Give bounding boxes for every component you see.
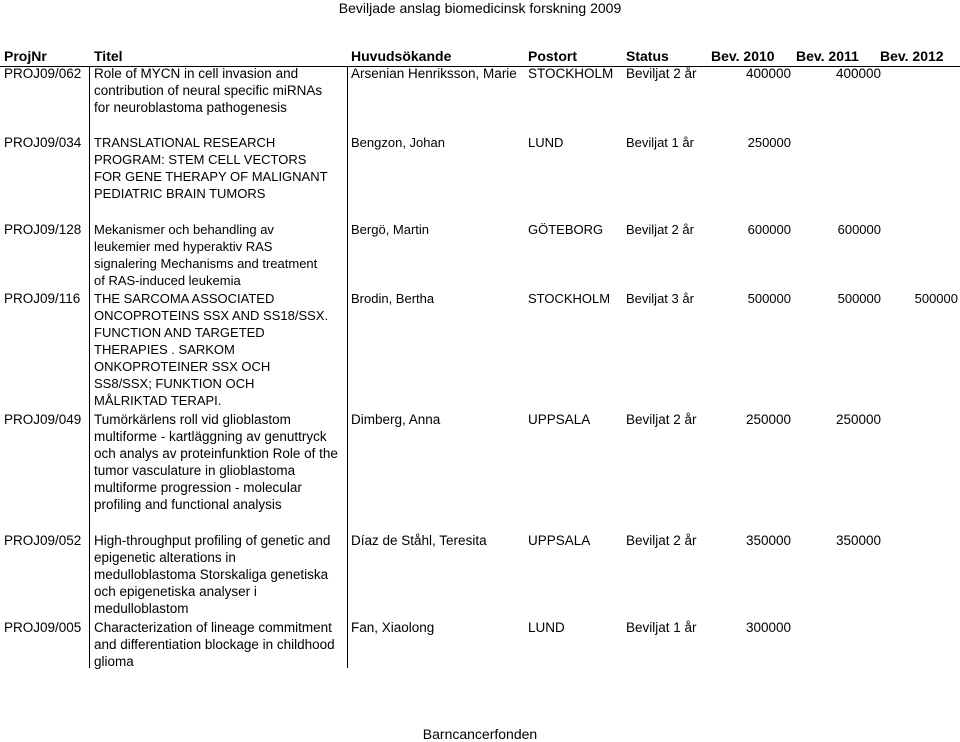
title-line: FOR GENE THERAPY OF MALIGNANT xyxy=(94,169,328,184)
column-divider xyxy=(89,67,90,668)
city-cell: GÖTEBORG xyxy=(528,222,604,237)
title-line: signalering Mechanisms and treatment xyxy=(94,256,318,271)
bev2010-cell: 500000 xyxy=(747,291,791,306)
title-line: and differentiation blockage in childhood xyxy=(94,637,335,652)
title-cell xyxy=(94,411,346,513)
projnr-cell: PROJ09/128 xyxy=(4,222,82,237)
applicant-cell: Bergö, Martin xyxy=(351,222,430,237)
city-cell: UPPSALA xyxy=(528,412,591,427)
status-cell: Beviljat 3 år xyxy=(626,291,694,306)
title-line: TRANSLATIONAL RESEARCH xyxy=(94,135,276,150)
projnr-cell: PROJ09/049 xyxy=(4,412,82,427)
title-line: medulloblastom xyxy=(94,601,189,616)
title-line: THERAPIES . SARKOM xyxy=(94,342,235,357)
bev2011-cell: 400000 xyxy=(835,66,881,81)
title-cell xyxy=(94,221,346,289)
status-cell: Beviljat 2 år xyxy=(626,533,697,548)
table-header xyxy=(0,46,960,67)
col-header-status: Status xyxy=(626,48,669,64)
city-cell: STOCKHOLM xyxy=(528,66,614,81)
projnr-cell: PROJ09/062 xyxy=(4,66,82,81)
title-line: THE SARCOMA ASSOCIATED xyxy=(94,291,275,306)
bev2010-cell: 300000 xyxy=(745,620,791,635)
applicant-cell: Brodin, Bertha xyxy=(351,291,435,306)
col-header-bev2012: Bev. 2012 xyxy=(880,48,944,64)
page-header: Beviljade anslag biomedicinsk forskning 2009 xyxy=(338,0,622,16)
title-line: of RAS-induced leukemia xyxy=(94,273,241,288)
title-line: PROGRAM: STEM CELL VECTORS xyxy=(94,152,307,167)
title-line: FUNCTION AND TARGETED xyxy=(94,325,265,340)
title-line: ONCOPROTEINS SSX AND SS18/SSX. xyxy=(94,308,329,323)
bev2011-cell: 600000 xyxy=(837,222,881,237)
title-line: leukemier med hyperaktiv RAS xyxy=(94,239,273,254)
applicant-cell: Dimberg, Anna xyxy=(351,412,441,427)
col-header-postort: Postort xyxy=(528,48,577,64)
page-footer: Barncancerfonden xyxy=(422,726,538,742)
bev2010-cell: 350000 xyxy=(745,533,791,548)
projnr-cell: PROJ09/052 xyxy=(4,533,82,548)
projnr-cell: PROJ09/005 xyxy=(4,620,82,635)
bev2010-cell: 250000 xyxy=(747,135,791,150)
title-cell xyxy=(94,65,346,116)
city-cell: LUND xyxy=(528,135,564,150)
title-line: epigenetic alterations in xyxy=(94,550,236,565)
title-line: och epigenetiska analyser i xyxy=(94,584,257,599)
title-line: MÅLRIKTAD TERAPI. xyxy=(94,393,222,408)
projnr-cell: PROJ09/116 xyxy=(4,291,81,306)
bev2010-cell: 400000 xyxy=(745,66,791,81)
projnr-cell: PROJ09/034 xyxy=(4,135,82,150)
bev2012-cell: 500000 xyxy=(914,291,958,306)
title-line: High-throughput profiling of genetic and xyxy=(94,533,331,548)
bev2011-cell: 500000 xyxy=(837,291,881,306)
applicant-cell: Fan, Xiaolong xyxy=(351,620,435,635)
title-line: contribution of neural specific miRNAs xyxy=(94,83,323,98)
title-line: SS8/SSX; FUNKTION OCH xyxy=(94,376,255,391)
title-cell xyxy=(94,290,346,409)
applicant-cell: Díaz de Ståhl, Teresita xyxy=(351,533,487,548)
title-line: ONKOPROTEINER SSX OCH xyxy=(94,359,271,374)
title-cell xyxy=(94,532,346,617)
bev2010-cell: 250000 xyxy=(745,412,791,427)
city-cell: LUND xyxy=(528,620,565,635)
col-header-bev2011: Bev. 2011 xyxy=(796,48,859,64)
status-cell: Beviljat 2 år xyxy=(626,222,694,237)
title-line: Mekanismer och behandling av xyxy=(94,222,274,237)
title-line: Role of MYCN in cell invasion and xyxy=(94,66,299,81)
title-line: for neuroblastoma pathogenesis xyxy=(94,100,287,115)
bev2011-cell: 250000 xyxy=(835,412,881,427)
col-header-bev2010: Bev. 2010 xyxy=(711,48,775,64)
title-line: multiforme progression - molecular xyxy=(94,480,302,495)
bev2011-cell: 350000 xyxy=(835,533,881,548)
bev2010-cell: 600000 xyxy=(747,222,791,237)
col-header-titel: Titel xyxy=(94,48,123,64)
title-cell xyxy=(94,134,346,202)
title-line: glioma xyxy=(94,654,134,669)
col-header-projnr: ProjNr xyxy=(4,48,47,64)
status-cell: Beviljat 1 år xyxy=(626,135,694,150)
status-cell: Beviljat 2 år xyxy=(626,66,697,81)
title-line: multiforme - kartläggning av genuttryck xyxy=(94,429,327,444)
status-cell: Beviljat 1 år xyxy=(626,620,697,635)
title-line: och analys av proteinfunktion Role of the xyxy=(94,446,338,461)
column-divider xyxy=(347,67,348,668)
title-line: medulloblastoma Storskaliga genetiska xyxy=(94,567,329,582)
title-cell xyxy=(94,619,346,670)
title-line: PEDIATRIC BRAIN TUMORS xyxy=(94,186,266,201)
applicant-cell: Arsenian Henriksson, Marie xyxy=(351,66,517,81)
city-cell: UPPSALA xyxy=(528,533,591,548)
title-line: profiling and functional analysis xyxy=(94,497,282,512)
applicant-cell: Bengzon, Johan xyxy=(351,135,445,150)
city-cell: STOCKHOLM xyxy=(528,291,611,306)
status-cell: Beviljat 2 år xyxy=(626,412,697,427)
title-line: Tumörkärlens roll vid glioblastom xyxy=(94,412,291,427)
title-line: tumor vasculature in glioblastoma xyxy=(94,463,296,478)
col-header-huvudsokande: Huvudsökande xyxy=(351,48,452,64)
title-line: Characterization of lineage commitment xyxy=(94,620,332,635)
